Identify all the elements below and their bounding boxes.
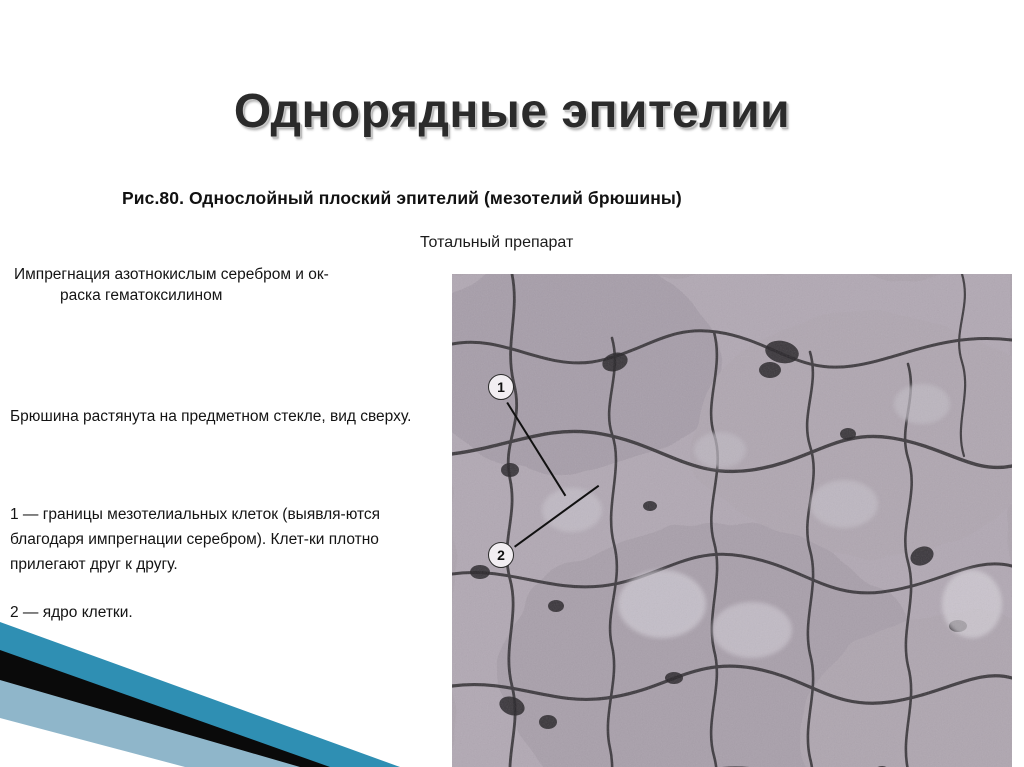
page-title: Однорядные эпителии bbox=[233, 85, 791, 139]
stain-note-line1: Импрегнация азотнокислым серебром и ок- bbox=[14, 266, 329, 283]
preparation-label: Тотальный препарат bbox=[420, 234, 574, 251]
figure-paragraph-1: Брюшина растянута на предметном стекле, вид сверху. bbox=[10, 408, 412, 425]
figure-paragraph-2: 1 — границы мезотелиальных клеток (выявля-ются благодаря импрегнации серебром). Клет-ки плотно прилегают друг к другу. bbox=[10, 506, 381, 573]
figure-paragraph-3: 2 — ядро клетки. bbox=[10, 604, 133, 621]
stain-note bbox=[14, 264, 434, 306]
callout-marker-1: 1 bbox=[488, 374, 514, 400]
micrograph-image bbox=[452, 274, 1012, 767]
stain-note-line2: раска гематоксилином bbox=[60, 287, 223, 304]
callout-marker-2: 2 bbox=[488, 542, 514, 568]
figure-caption: Рис.80. Однослойный плоский эпителий (мезотелий брюшины) bbox=[122, 188, 682, 208]
figure-block bbox=[0, 172, 1024, 662]
